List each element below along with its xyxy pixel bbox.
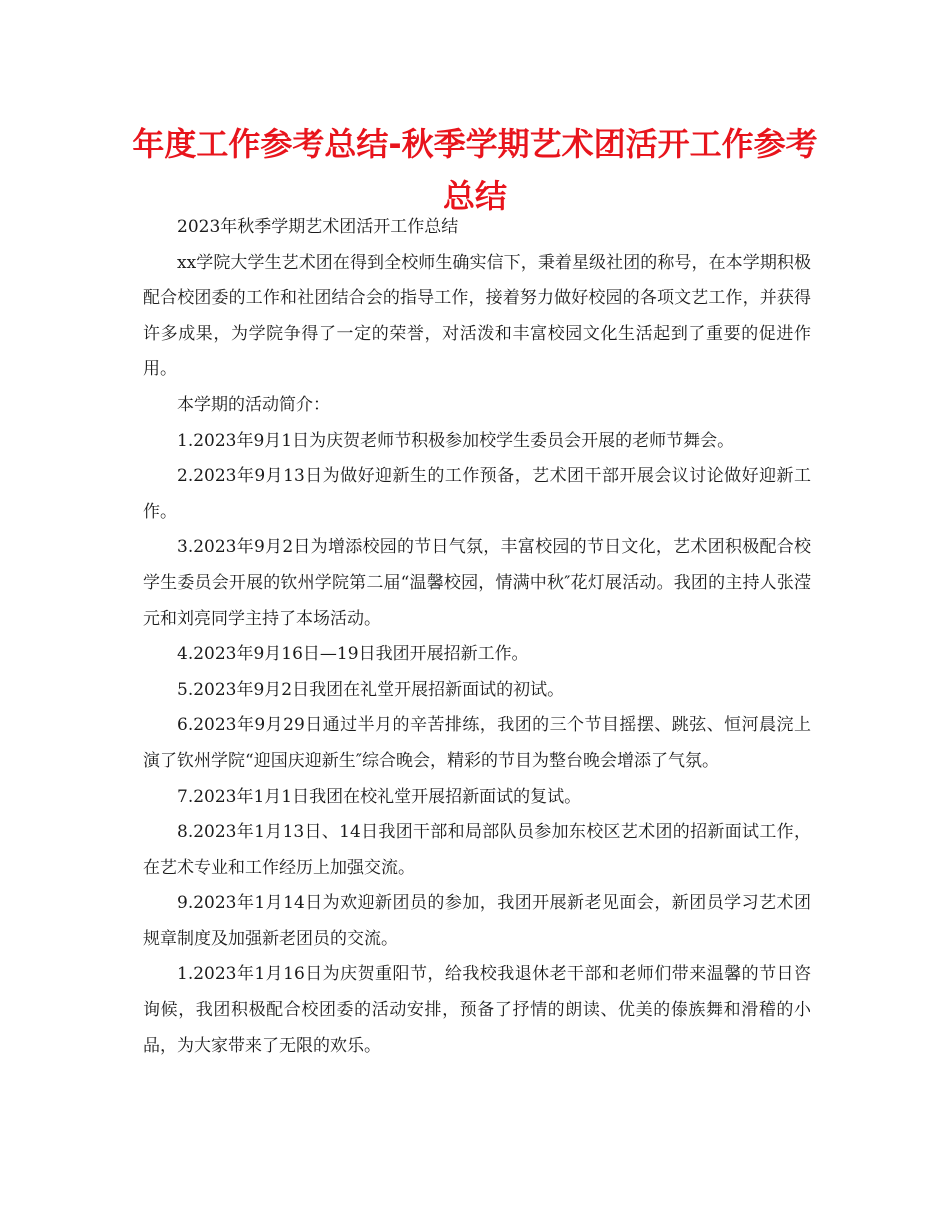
- activity-item-2: 2.2023年9月13日为做好迎新生的工作预备，艺术团干部开展会议讨论做好迎新工作。: [143, 466, 811, 522]
- activity-item-8: 8.2023年1月13日、14日我团干部和局部队员参加东校区艺术团的招新面试工作，在艺术专业和工作经历上加强交流。: [143, 822, 811, 878]
- activity-item-1: 1.2023年9月1日为庆贺老师节积极参加校学生委员会开展的老师节舞会。: [177, 430, 735, 451]
- paragraph-activities-heading: 本学期的活动简介：: [177, 394, 330, 415]
- paragraph-intro: xx学院大学生艺术团在得到全校师生确实信下，秉着星级社团的称号，在本学期积极配合校团委的工作和社团结合会的指导工作，接着努力做好校园的各项文艺工作，并获得许多成果，为学院争得了一定的荣誉，对活泼和丰富校园文化生活起到了重要的促进作用。: [143, 252, 811, 380]
- activity-item-3: 3.2023年9月2日为增添校园的节日气氛，丰富校园的节日文化，艺术团积极配合校学生委员会开展的钦州学院第二届“温馨校园，情满中秋″花灯展活动。我团的主持人张滢元和刘亮同学主持了本场活动。: [143, 537, 811, 629]
- paragraph-subtitle: 2023年秋季学期艺术团活开工作总结: [177, 217, 459, 237]
- activity-item-6: 6.2023年9月29日通过半月的辛苦排练，我团的三个节目摇摆、跳弦、恒河晨浣上演了钦州学院“迎国庆迎新生″综合晚会，精彩的节目为整台晚会增添了气氛。: [143, 715, 811, 771]
- activity-item-9: 9.2023年1月14日为欢迎新团员的参加，我团开展新老见面会，新团员学习艺术团规章制度及加强新老团员的交流。: [143, 893, 811, 949]
- activity-item-7: 7.2023年1月1日我团在校礼堂开展招新面试的复试。: [177, 786, 582, 807]
- document-body: [143, 210, 811, 1064]
- activity-item-4: 4.2023年9月16日—19日我团开展招新工作。: [177, 644, 529, 665]
- activity-item-10: 1.2023年1月16日为庆贺重阳节，给我校我退休老干部和老师们带来温馨的节日咨询候，我团积极配合校团委的活动安排，预备了抒情的朗读、优美的傣族舞和滑稽的小品，为大家带来了无限的欢乐。: [143, 964, 811, 1056]
- document-title: 年度工作参考总结-秋季学期艺术团活开工作参考总结: [132, 125, 818, 215]
- activity-item-5: 5.2023年9月2日我团在礼堂开展招新面试的初试。: [177, 679, 565, 700]
